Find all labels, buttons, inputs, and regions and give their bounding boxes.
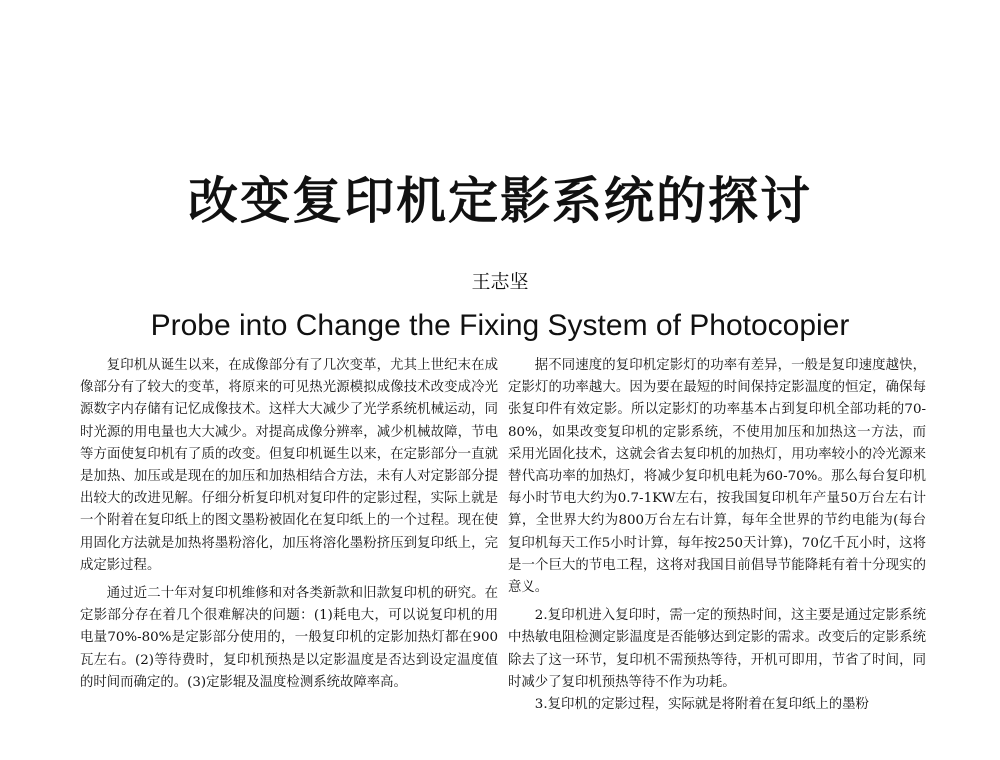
body-column-left: [80, 355, 498, 694]
author-name: 王志坚: [471, 271, 529, 293]
body-column-right: [508, 355, 926, 716]
article-title: 改变复印机定影系统的探讨: [188, 172, 812, 230]
paragraph: 通过近二十年对复印机维修和对各类新款和旧款复印机的研究。在定影部分存在着几个很难解决的问题：(1)耗电大，可以说复印机的用电量70%-80%是定影部分使用的，一般复印机的定影加热灯都在900瓦左右。(2)等待费时，复印机预热是以定影温度是否达到设定温度值的时间而确定的。(3)定影辊及温度检测系统故障率高。: [80, 586, 498, 690]
paragraph: 3.复印机的定影过程，实际就是将附着在复印纸上的墨粉: [534, 697, 869, 713]
paragraph: 复印机从诞生以来，在成像部分有了几次变革，尤其上世纪末在成像部分有了较大的变革，将原来的可见热光源模拟成像技术改变成冷光源数字内存储有记忆成像技术。这样大大减少了光学系统机械运动，同时光源的用电量也大大减少。对提高成像分辨率，减少机械故障，节电等方面使复印机有了质的改变。但复印机诞生以来，在定影部分一直就是加热、加压或是现在的加压和加热相结合方法，未有人对定影部分提出较大的改进见解。仔细分析复印机对复印件的定影过程，实际上就是一个附着在复印纸上的图文墨粉被固化在复印纸上的一个过程。现在使用固化方法就是加热将墨粉溶化，加压将溶化墨粉挤压到复印纸上，完成定影过程。: [80, 358, 498, 573]
english-title: Probe into Change the Fixing System of Photocopier: [150, 309, 850, 342]
paragraph: 2.复印机进入复印时，需一定的预热时间，这主要是通过定影系统中热敏电阻检测定影温度是否能够达到定影的需求。改变后的定影系统除去了这一环节，复印机不需预热等待，开机可即用，节省了时间，同时减少了复印机预热等待不作为功耗。: [508, 608, 926, 690]
paragraph: 据不同速度的复印机定影灯的功率有差异，一般是复印速度越快，定影灯的功率越大。因为要在最短的时间保持定影温度的恒定，确保每张复印件有效定影。所以定影灯的功率基本占到复印机全部功耗的70-80%，如果改变复印机的定影系统，不使用加压和加热这一方法，而采用光固化技术，这就会省去复印机的加热灯，用功率较小的冷光源来替代高功率的加热灯，将减少复印机电耗为60-70%。那么每台复印机每小时节电大约为0.7-1KW左右，按我国复印机年产量50万台左右计算，全世界大约为800万台左右计算，每年全世界的节约电能为(每台复印机每天工作5小时计算，每年按250天计算)，70亿千瓦小时，这将是一个巨大的节电工程，这将对我国目前倡导节能降耗有着十分现实的意义。: [508, 358, 926, 596]
